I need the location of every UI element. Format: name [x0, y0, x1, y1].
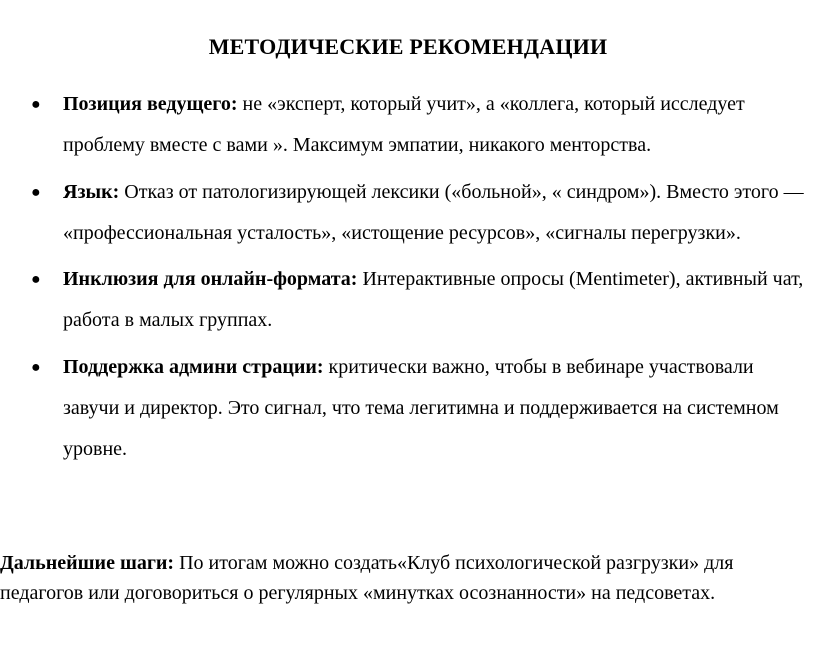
list-item-facilitator-position — [0, 84, 816, 167]
list-item-administration-support — [0, 347, 816, 471]
bullet-icon — [31, 84, 41, 125]
next-steps-heading: Дальнейшие шаги: — [0, 552, 175, 574]
item-text: не «эксперт, который учит», а «коллега, который исследует проблему вместе с вами ». Максимум эмпатии, никакого менторства. — [63, 93, 745, 157]
item-text: Отказ от патологизирующей лексики («больной», « синдром»). Вместо этого — «профессиональная усталость», «истощение ресурсов», «сигналы перегрузки». — [63, 180, 804, 244]
bullet-icon — [31, 172, 41, 213]
list-item-online-inclusion — [0, 259, 816, 342]
item-heading: Инклюзия для онлайн-формата: — [63, 268, 358, 291]
item-heading: Поддержка админи страции: — [63, 355, 324, 378]
bullet-icon — [31, 259, 41, 300]
item-heading: Позиция ведущего: — [63, 93, 238, 115]
item-text: Интерактивные опросы (Mentimeter), активный чат, работа в малых группах. — [63, 268, 804, 332]
page-title: МЕТОДИЧЕСКИЕ РЕКОМЕНДАЦИИ — [208, 34, 608, 59]
item-text: критически важно, чтобы в вебинаре участвовали завучи и директор. Это сигнал, что тема легитимна и поддерживается на системном уровне. — [63, 355, 779, 461]
next-steps-text: По итогам можно создать«Клуб психологической разгрузки» для педагогов или договориться о регулярных «минутках осознанности» на педсоветах. — [0, 552, 734, 604]
bullet-icon — [31, 347, 41, 388]
next-steps-paragraph — [0, 549, 812, 608]
list-item-language — [0, 172, 816, 255]
recommendations-list — [0, 84, 816, 476]
item-heading: Язык: — [63, 180, 120, 203]
